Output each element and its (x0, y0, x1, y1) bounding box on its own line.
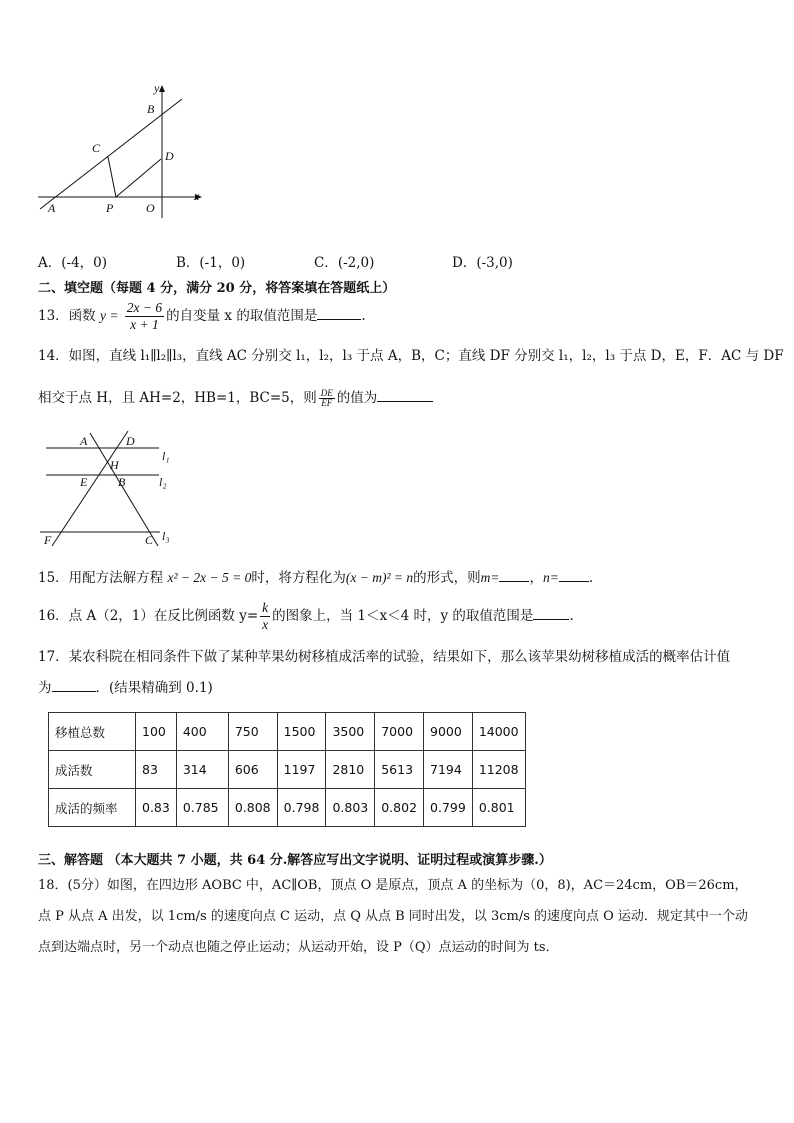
survival-table (48, 712, 526, 827)
q14-figure (34, 428, 184, 552)
table-row (49, 713, 526, 751)
q15-form: (x − m)² = n (345, 570, 414, 585)
label-A: A (80, 434, 88, 448)
q18-line1: 18．(5分）如图，在四边形 AOBC 中，AC∥OB，顶点 O 是原点，顶点 A 的坐标为（0，8)，AC＝24cm，OB＝26cm， (38, 878, 748, 893)
table-cell: 5613 (375, 751, 424, 789)
label-E: E (80, 475, 88, 489)
table-cell: 14000 (472, 713, 525, 751)
q17-line1: 17．某农科院在相同条件下做了某种苹果幼树移植成活率的试验，结果如下，那么该苹果幼树移植成活的概率估计值 (38, 649, 731, 665)
q12-figure (30, 80, 210, 220)
q14-frac-num: DE (320, 388, 333, 398)
q16-b: 的图象上，当 1＜x＜4 时，y 的取值范围是 (272, 608, 534, 624)
q13 (38, 298, 366, 334)
table-cell: 400 (176, 713, 228, 751)
table-cell: 750 (228, 713, 277, 751)
label-y: y (154, 81, 160, 95)
q13-num: 2x − 6 (126, 300, 163, 315)
table-cell: 1197 (277, 751, 326, 789)
q15-blank-n (559, 569, 589, 582)
label-A: A (48, 201, 56, 215)
table-cell: 成活的频率 (49, 789, 136, 827)
q16 (38, 598, 574, 634)
table-cell: 0.803 (326, 789, 375, 827)
q13-fraction (125, 300, 164, 333)
q13-end: . (361, 308, 366, 324)
q13-suffix: 的自变量 x 的取值范围是 (166, 308, 318, 324)
table-cell: 0.83 (136, 789, 177, 827)
option-a: A．(-4，0) (38, 255, 108, 271)
table-cell: 0.799 (424, 789, 473, 827)
table-cell: 9000 (424, 713, 473, 751)
label-l1: l₁ (162, 449, 170, 463)
table-cell: 606 (228, 751, 277, 789)
q14-frac-den: EF (321, 398, 333, 408)
section3-title: 三、解答题 （本大题共 7 小题，共 64 分.解答应写出文字说明、证明过程或演算步骤.） (38, 853, 552, 868)
q15-b: 时，将方程化为 (251, 570, 346, 586)
q14-fraction (319, 389, 335, 408)
table-row (49, 751, 526, 789)
label-B: B (147, 102, 155, 116)
option-c: C．(-2,0) (314, 255, 375, 271)
q14-line2-a: 相交于点 H，且 AH=2，HB=1，BC=5，则 (38, 390, 317, 406)
q15-n: n= (542, 570, 559, 585)
label-H: H (110, 458, 119, 472)
table-cell: 2810 (326, 751, 375, 789)
q16-num: k (262, 600, 269, 615)
q15-c: 的形式，则 (413, 570, 481, 586)
label-x: x (194, 189, 200, 203)
label-C: C (92, 141, 101, 155)
line-AB (40, 99, 182, 209)
q16-end: . (569, 608, 574, 624)
table-cell: 0.802 (375, 789, 424, 827)
table-cell: 0.801 (472, 789, 525, 827)
table-cell: 1500 (277, 713, 326, 751)
table-cell: 移植总数 (49, 713, 136, 751)
table-cell: 314 (176, 751, 228, 789)
q14-line1: 14．如图，直线 l₁∥l₂∥l₃，直线 AC 分别交 l₁，l₂，l₃ 于点 A，B，C；直线 DF 分别交 l₁，l₂，l₃ 于点 D，E，F．AC 与 DF (38, 348, 784, 364)
q16-den: x (262, 617, 269, 632)
q18-line3: 点到达端点时，另一个动点也随之停止运动；从运动开始，设 P（Q）点运动的时间为 ts． (38, 940, 559, 955)
q17-line2-b: ．(结果精确到 0.1) (95, 680, 213, 696)
q15-eq: x² − 2x − 5 = 0 (167, 570, 252, 585)
table-cell: 0.785 (176, 789, 228, 827)
table-cell: 0.798 (277, 789, 326, 827)
q15-m: m= (480, 570, 500, 585)
option-b: B．(-1，0) (176, 255, 246, 271)
label-l2: l₂ (159, 475, 167, 489)
label-B: B (118, 475, 126, 489)
q14-line2 (38, 386, 433, 410)
option-d: D．(-3,0) (452, 255, 513, 271)
line-AC (90, 433, 158, 546)
q14-blank (377, 389, 433, 402)
label-P: P (106, 201, 114, 215)
table-cell: 7000 (375, 713, 424, 751)
q15-end: . (588, 570, 594, 586)
q13-y: y = (99, 308, 119, 323)
label-l3: l₃ (162, 529, 170, 543)
q16-blank (533, 607, 569, 620)
table-row (49, 789, 526, 827)
q17-blank (52, 679, 96, 692)
q18-line2: 点 P 从点 A 出发，以 1cm/s 的速度向点 C 运动，点 Q 从点 B 同时出发，以 3cm/s 的速度向点 O 运动．规定其中一个动 (38, 909, 748, 924)
q15-sep: ， (529, 570, 543, 586)
q13-blank (317, 307, 361, 320)
section2-title: 二、填空题（每题 4 分，满分 20 分，将答案填在答题纸上） (38, 281, 396, 296)
q17-line2-a: 为 (38, 680, 52, 696)
table-cell: 0.808 (228, 789, 277, 827)
table-cell: 3500 (326, 713, 375, 751)
q13-prefix: 13．函数 (38, 308, 96, 324)
label-F: F (44, 533, 52, 547)
q12-options (38, 251, 513, 271)
segment-CP (108, 157, 116, 197)
q15 (38, 566, 593, 586)
label-D: D (126, 434, 135, 448)
table-cell: 83 (136, 751, 177, 789)
q14-line2-b: 的值为 (336, 390, 378, 406)
table-cell: 成活数 (49, 751, 136, 789)
label-C: C (145, 533, 154, 547)
q16-fraction (260, 600, 270, 633)
table-cell: 100 (136, 713, 177, 751)
segment-PD (116, 159, 161, 197)
y-axis-arrow (159, 85, 165, 92)
q17-line2 (38, 676, 213, 696)
q16-a: 16．点 A（2，1）在反比例函数 y= (38, 608, 259, 624)
q15-a: 15．用配方法解方程 (38, 570, 164, 586)
label-O: O (146, 201, 155, 215)
q15-blank-m (499, 569, 529, 582)
table-cell: 11208 (472, 751, 525, 789)
q13-den: x + 1 (130, 317, 159, 332)
table-cell: 7194 (424, 751, 473, 789)
label-D: D (165, 149, 174, 163)
